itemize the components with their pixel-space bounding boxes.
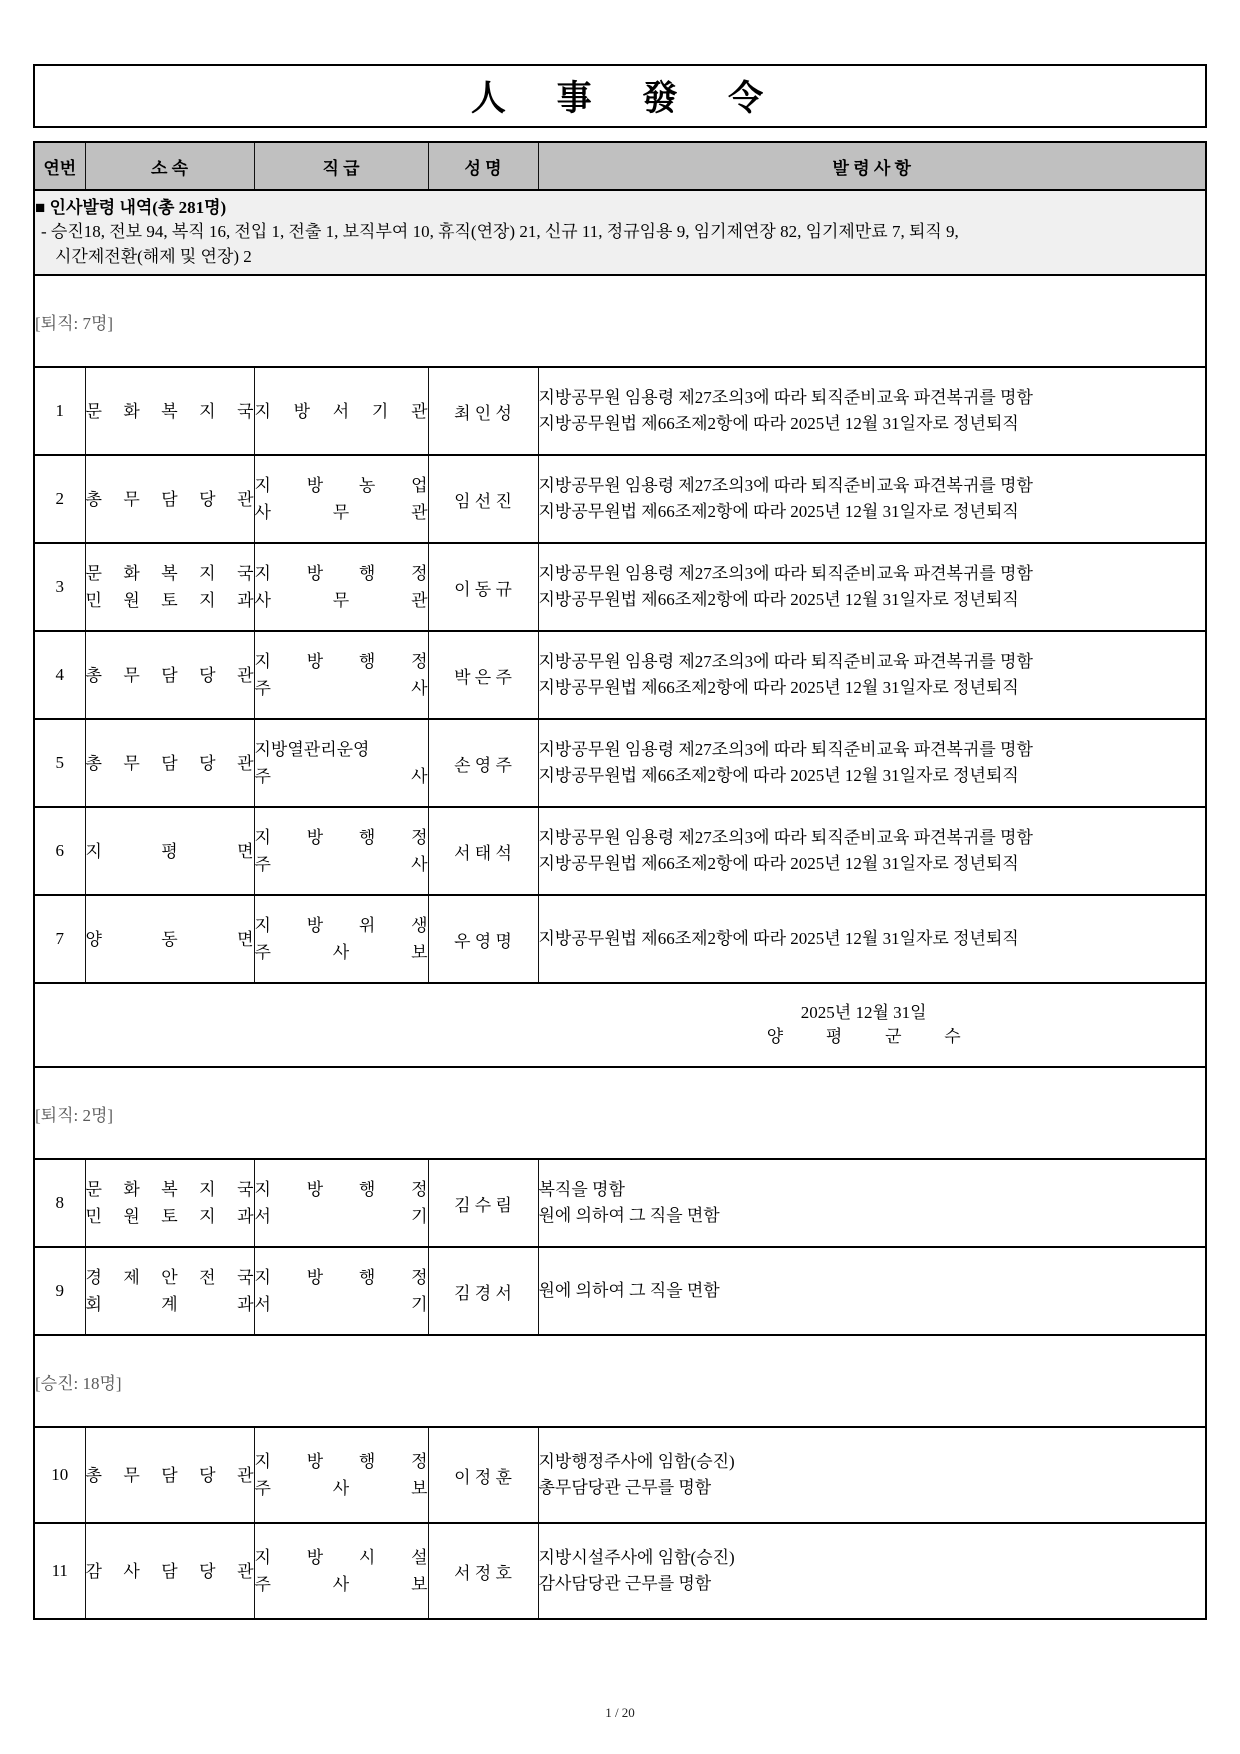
detail-line: 지방공무원 임용령 제27조의3에 따라 퇴직준비교육 파견복귀를 명함 bbox=[538, 740, 1033, 759]
rank-cell bbox=[254, 719, 428, 807]
row-number: 9 bbox=[34, 1247, 85, 1335]
name-cell: 손 영 주 bbox=[428, 719, 538, 807]
signature-date: 2025년 12월 31일 bbox=[800, 1003, 927, 1022]
detail-cell bbox=[538, 895, 1206, 983]
dept-line: 회 계 과 bbox=[85, 1295, 254, 1314]
detail-line: 지방공무원법 제66조제2항에 따라 2025년 12월 31일자로 정년퇴직 bbox=[538, 854, 1019, 873]
table-row bbox=[34, 455, 1206, 543]
summary-title: ■ 인사발령 내역(총 281명) bbox=[35, 197, 227, 217]
name-cell: 서 태 석 bbox=[428, 807, 538, 895]
detail-cell bbox=[538, 543, 1206, 631]
dept-line: 총 무 담 당 관 bbox=[85, 489, 254, 509]
name-cell: 이 동 규 bbox=[428, 543, 538, 631]
detail-line: 지방공무원법 제66조제2항에 따라 2025년 12월 31일자로 정년퇴직 bbox=[538, 929, 1019, 948]
detail-cell bbox=[538, 1247, 1206, 1335]
rank-cell bbox=[254, 543, 428, 631]
dept-line: 지 평 면 bbox=[85, 841, 254, 861]
document-title: 人 事 發 令 bbox=[470, 79, 770, 118]
dept-line: 감 사 담 당 관 bbox=[85, 1561, 254, 1581]
dept-line: 문 화 복 지 국 bbox=[85, 1180, 254, 1199]
signature-signer: 양 평 군 수 bbox=[766, 1027, 961, 1046]
dept-cell bbox=[85, 1159, 254, 1247]
section-label-retire-7: [퇴직: 7명] bbox=[34, 275, 1206, 367]
rank-line: 서 기 bbox=[254, 1207, 428, 1226]
dept-line: 총 무 담 당 관 bbox=[85, 665, 254, 685]
rank-cell bbox=[254, 1427, 428, 1523]
rank-line: 지 방 행 정 bbox=[254, 1268, 428, 1287]
rank-cell bbox=[254, 895, 428, 983]
rank-cell bbox=[254, 1159, 428, 1247]
row-number: 1 bbox=[34, 367, 85, 455]
dept-cell bbox=[85, 631, 254, 719]
signature-cell bbox=[34, 983, 1206, 1067]
rank-cell bbox=[254, 1523, 428, 1619]
table-row bbox=[34, 807, 1206, 895]
rank-line: 주 사 bbox=[254, 767, 428, 786]
row-number: 5 bbox=[34, 719, 85, 807]
column-header-rank: 직 급 bbox=[254, 142, 428, 190]
personnel-order-table bbox=[33, 141, 1207, 1620]
detail-line: 지방공무원법 제66조제2항에 따라 2025년 12월 31일자로 정년퇴직 bbox=[538, 678, 1019, 697]
detail-cell bbox=[538, 631, 1206, 719]
summary-cell bbox=[34, 190, 1206, 275]
dept-cell bbox=[85, 807, 254, 895]
detail-cell bbox=[538, 367, 1206, 455]
table-row bbox=[34, 1247, 1206, 1335]
rank-cell bbox=[254, 807, 428, 895]
detail-line: 원에 의하여 그 직을 면함 bbox=[538, 1206, 720, 1225]
row-number: 6 bbox=[34, 807, 85, 895]
dept-line: 민 원 토 지 과 bbox=[85, 1207, 254, 1226]
rank-cell bbox=[254, 1247, 428, 1335]
dept-line: 경 제 안 전 국 bbox=[85, 1268, 254, 1287]
table-row bbox=[34, 1523, 1206, 1619]
rank-line: 사 무 관 bbox=[254, 591, 428, 610]
dept-line: 양 동 면 bbox=[85, 929, 254, 949]
rank-line: 지 방 행 정 bbox=[254, 1180, 428, 1199]
page-number: 1 / 20 bbox=[605, 1705, 635, 1720]
row-number: 3 bbox=[34, 543, 85, 631]
rank-cell bbox=[254, 631, 428, 719]
name-cell: 임 선 진 bbox=[428, 455, 538, 543]
detail-line: 복직을 명함 bbox=[538, 1180, 625, 1199]
section-label-retire-2: [퇴직: 2명] bbox=[34, 1067, 1206, 1159]
summary-breakdown: - 승진18, 전보 94, 복직 16, 전입 1, 전출 1, 보직부여 10, 휴직(연장) 21, 신규 11, 정규임용 9, 임기제연장 82, 임기제만료 7, 퇴직 9, bbox=[41, 222, 959, 242]
name-cell: 이 정 훈 bbox=[428, 1427, 538, 1523]
dept-cell bbox=[85, 719, 254, 807]
row-number: 11 bbox=[34, 1523, 85, 1619]
dept-line: 문 화 복 지 국 bbox=[85, 401, 254, 421]
detail-line: 지방공무원법 제66조제2항에 따라 2025년 12월 31일자로 정년퇴직 bbox=[538, 502, 1019, 521]
name-cell: 최 인 성 bbox=[428, 367, 538, 455]
row-number: 8 bbox=[34, 1159, 85, 1247]
detail-line: 지방시설주사에 임함(승진) bbox=[538, 1548, 735, 1567]
signature-row bbox=[34, 983, 1206, 1067]
rank-line: 주 사 보 bbox=[254, 943, 428, 962]
rank-line: 지 방 위 생 bbox=[254, 916, 428, 935]
column-header-no: 연번 bbox=[34, 142, 85, 190]
rank-line: 사 무 관 bbox=[254, 503, 428, 522]
table-row bbox=[34, 1159, 1206, 1247]
row-number: 4 bbox=[34, 631, 85, 719]
detail-cell bbox=[538, 807, 1206, 895]
dept-cell bbox=[85, 455, 254, 543]
rank-cell bbox=[254, 455, 428, 543]
name-cell: 김 수 림 bbox=[428, 1159, 538, 1247]
dept-cell bbox=[85, 1247, 254, 1335]
rank-line: 지 방 행 정 bbox=[254, 652, 428, 671]
rank-line: 주 사 보 bbox=[254, 1479, 428, 1498]
summary-breakdown-cont: 시간제전환(해제 및 연장) 2 bbox=[55, 246, 252, 266]
section-row bbox=[34, 1335, 1206, 1427]
rank-line: 지 방 서 기 관 bbox=[254, 401, 428, 421]
section-label-promotion-18: [승진: 18명] bbox=[34, 1335, 1206, 1427]
rank-line: 주 사 보 bbox=[254, 1575, 428, 1594]
dept-line: 민 원 토 지 과 bbox=[85, 591, 254, 610]
dept-cell bbox=[85, 1523, 254, 1619]
rank-line: 지 방 행 정 bbox=[254, 828, 428, 847]
detail-cell bbox=[538, 455, 1206, 543]
dept-line: 총 무 담 당 관 bbox=[85, 1465, 254, 1485]
summary-row bbox=[34, 190, 1206, 275]
detail-line: 지방공무원법 제66조제2항에 따라 2025년 12월 31일자로 정년퇴직 bbox=[538, 590, 1019, 609]
row-number: 10 bbox=[34, 1427, 85, 1523]
detail-line: 감사담당관 근무를 명함 bbox=[538, 1574, 712, 1593]
detail-line: 지방공무원 임용령 제27조의3에 따라 퇴직준비교육 파견복귀를 명함 bbox=[538, 564, 1033, 583]
table-row bbox=[34, 543, 1206, 631]
rank-line: 지 방 행 정 bbox=[254, 1452, 428, 1471]
table-row bbox=[34, 631, 1206, 719]
table-row bbox=[34, 719, 1206, 807]
dept-cell bbox=[85, 895, 254, 983]
rank-line: 지방열관리운영 bbox=[254, 740, 370, 759]
signature-block bbox=[749, 1001, 979, 1049]
detail-line: 지방행정주사에 임함(승진) bbox=[538, 1452, 735, 1471]
rank-line: 지 방 행 정 bbox=[254, 564, 428, 583]
rank-line: 서 기 bbox=[254, 1295, 428, 1314]
detail-cell bbox=[538, 1159, 1206, 1247]
rank-line: 지 방 농 업 bbox=[254, 476, 428, 495]
table-header-row bbox=[34, 142, 1206, 190]
rank-cell bbox=[254, 367, 428, 455]
detail-cell bbox=[538, 1523, 1206, 1619]
detail-line: 지방공무원 임용령 제27조의3에 따라 퇴직준비교육 파견복귀를 명함 bbox=[538, 828, 1033, 847]
section-row bbox=[34, 1067, 1206, 1159]
row-number: 7 bbox=[34, 895, 85, 983]
row-number: 2 bbox=[34, 455, 85, 543]
detail-line: 지방공무원 임용령 제27조의3에 따라 퇴직준비교육 파견복귀를 명함 bbox=[538, 652, 1033, 671]
detail-line: 지방공무원법 제66조제2항에 따라 2025년 12월 31일자로 정년퇴직 bbox=[538, 414, 1019, 433]
table-row bbox=[34, 367, 1206, 455]
rank-line: 주 사 bbox=[254, 679, 428, 698]
name-cell: 김 경 서 bbox=[428, 1247, 538, 1335]
dept-line: 문 화 복 지 국 bbox=[85, 564, 254, 583]
name-cell: 우 영 명 bbox=[428, 895, 538, 983]
column-header-name: 성 명 bbox=[428, 142, 538, 190]
dept-cell bbox=[85, 1427, 254, 1523]
detail-line: 총무담당관 근무를 명함 bbox=[538, 1478, 712, 1497]
dept-cell bbox=[85, 543, 254, 631]
table-row bbox=[34, 1427, 1206, 1523]
detail-line: 지방공무원법 제66조제2항에 따라 2025년 12월 31일자로 정년퇴직 bbox=[538, 766, 1019, 785]
name-cell: 서 정 호 bbox=[428, 1523, 538, 1619]
column-header-dept: 소 속 bbox=[85, 142, 254, 190]
table-row bbox=[34, 895, 1206, 983]
name-cell: 박 은 주 bbox=[428, 631, 538, 719]
document-title-box bbox=[33, 64, 1207, 128]
detail-cell bbox=[538, 1427, 1206, 1523]
column-header-detail: 발 령 사 항 bbox=[538, 142, 1206, 190]
detail-line: 원에 의하여 그 직을 면함 bbox=[538, 1281, 720, 1300]
detail-line: 지방공무원 임용령 제27조의3에 따라 퇴직준비교육 파견복귀를 명함 bbox=[538, 476, 1033, 495]
detail-line: 지방공무원 임용령 제27조의3에 따라 퇴직준비교육 파견복귀를 명함 bbox=[538, 388, 1033, 407]
dept-cell bbox=[85, 367, 254, 455]
section-row bbox=[34, 275, 1206, 367]
dept-line: 총 무 담 당 관 bbox=[85, 753, 254, 773]
rank-line: 주 사 bbox=[254, 855, 428, 874]
detail-cell bbox=[538, 719, 1206, 807]
rank-line: 지 방 시 설 bbox=[254, 1548, 428, 1567]
